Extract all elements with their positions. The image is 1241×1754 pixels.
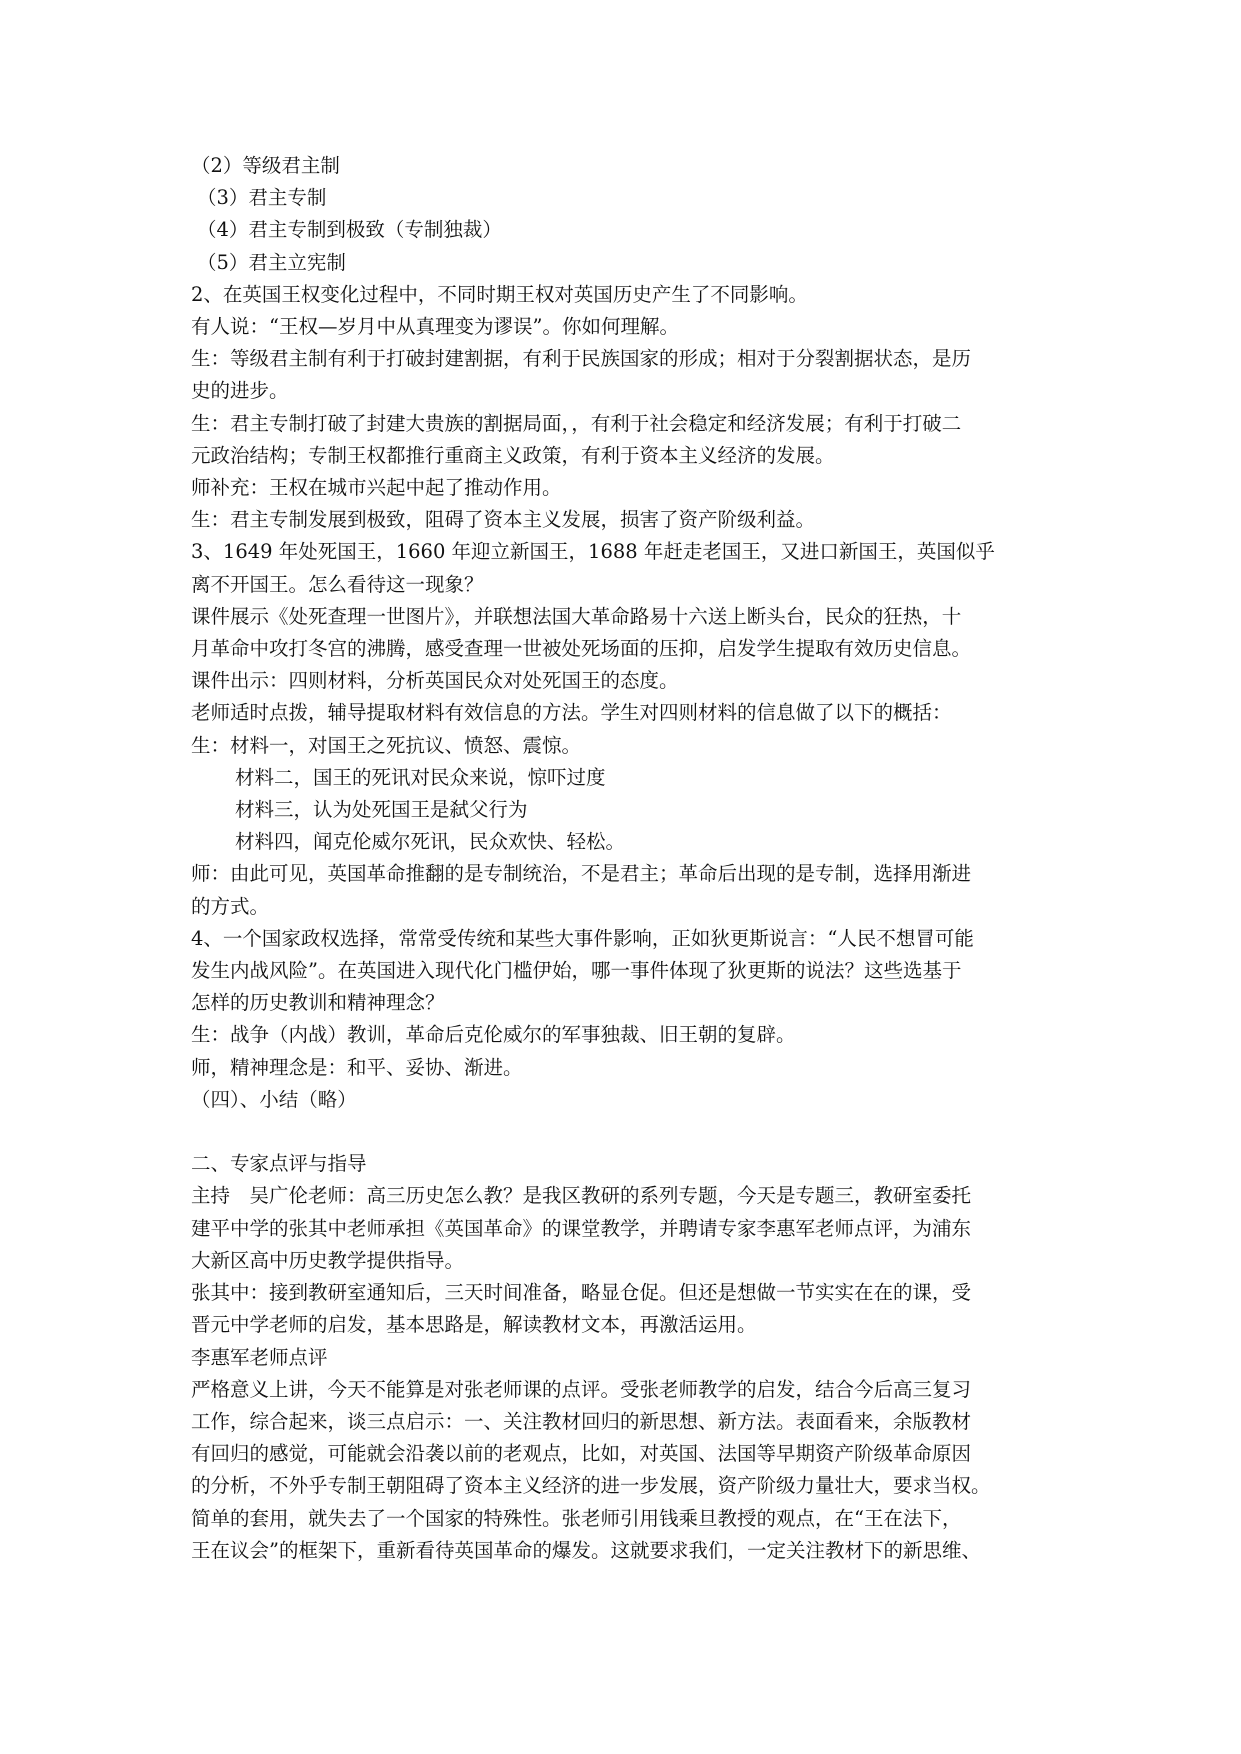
paragraph-line: 晋元中学老师的启发，基本思路是，解读教材文本，再激活运用。 <box>191 1313 757 1337</box>
summary-heading: （四）、小结（略） <box>191 1087 357 1111</box>
material-item: 材料三，认为处死国王是弑父行为 <box>235 798 528 822</box>
paragraph-line: 主持 吴广伦老师：高三历史怎么教？是我区教研的系列专题，今天是专题三，教研室委托 <box>191 1184 972 1208</box>
paragraph-line: 建平中学的张其中老师承担《英国革命》的课堂教学，并聘请专家李惠军老师点评，为浦东 <box>191 1216 972 1240</box>
paragraph-line: 生：等级君主制有利于打破封建割据，有利于民族国家的形成；相对于分裂割据状态，是历 <box>191 347 972 371</box>
material-item: 材料二，国王的死讯对民众来说，惊吓过度 <box>235 765 606 789</box>
paragraph-line: 课件展示《处死查理一世图片》，并联想法国大革命路易十六送上断头台，民众的狂热，十 <box>191 604 962 628</box>
paragraph-line: 有回归的感觉，可能就会沿袭以前的老观点，比如，对英国、法国等早期资产阶级革命原因 <box>191 1442 972 1466</box>
paragraph-line: 王在议会”的框架下，重新看待英国革命的爆发。这就要求我们，一定关注教材下的新思维、 <box>191 1538 981 1562</box>
paragraph-line: 师：由此可见，英国革命推翻的是专制统治，不是君主；革命后出现的是专制，选择用渐进 <box>191 862 972 886</box>
paragraph-line: 生：材料一，对国王之死抗议、愤怒、震惊。 <box>191 733 582 757</box>
subsection-heading: 李惠军老师点评 <box>191 1345 328 1369</box>
paragraph-line: 课件出示：四则材料，分析英国民众对处死国王的态度。 <box>191 669 679 693</box>
paragraph-line: 严格意义上讲，今天不能算是对张老师课的点评。受张老师教学的启发，结合今后高三复习 <box>191 1377 972 1401</box>
paragraph-line: 工作，综合起来，谈三点启示：一、关注教材回归的新思想、新方法。表面看来，余版教材 <box>191 1409 972 1433</box>
question-2: 2、在英国王权变化过程中，不同时期王权对英国历史产生了不同影响。 <box>191 282 808 306</box>
list-item-2: （2）等级君主制 <box>191 154 340 177</box>
document-page <box>191 150 1051 1567</box>
paragraph-line: 的方式。 <box>191 894 270 918</box>
paragraph-line: 月革命中攻打冬宫的沸腾，感受查理一世被处死场面的压抑，启发学生提取有效历史信息。 <box>191 637 972 661</box>
paragraph-line: 生：君主专制发展到极致，阻碍了资本主义发展，损害了资产阶级利益。 <box>191 508 816 532</box>
paragraph-line: 元政治结构；专制王权都推行重商主义政策，有利于资本主义经济的发展。 <box>191 443 835 467</box>
paragraph-line: 史的进步。 <box>191 379 289 403</box>
paragraph-line: 的分析，不外乎专制王朝阻碍了资本主义经济的进一步发展，资产阶级力量壮大，要求当权。 <box>191 1474 991 1498</box>
question-4: 4、一个国家政权选择，常常受传统和某些大事件影响，正如狄更斯说言：“人民不想冒可能 <box>191 926 974 950</box>
paragraph-line: 生：君主专制打破了封建大贵族的割据局面，，有利于社会稳定和经济发展；有利于打破二 <box>191 411 962 435</box>
paragraph-line: 怎样的历史教训和精神理念？ <box>191 991 445 1015</box>
blank-line <box>191 1116 1051 1148</box>
material-item: 材料四，闻克伦威尔死讯，民众欢快、轻松。 <box>235 830 626 854</box>
question-3: 3、1649 年处死国王，1660 年迎立新国王，1688 年赶走老国王，又进口新国王，英国似乎 <box>191 540 995 564</box>
paragraph-line: 张其中：接到教研室通知后，三天时间准备，略显仓促。但还是想做一节实实在在的课，受 <box>191 1281 972 1305</box>
paragraph-line: 师补充：王权在城市兴起中起了推动作用。 <box>191 476 562 500</box>
paragraph-line: 有人说：“王权—岁月中从真理变为谬误”。你如何理解。 <box>191 315 679 339</box>
list-item-3: （3）君主专制 <box>197 186 327 210</box>
paragraph-line: 大新区高中历史教学提供指导。 <box>191 1248 465 1272</box>
list-item-4: （4）君主专制到极致（专制独裁） <box>197 218 502 242</box>
paragraph-line: 发生内战风险”。在英国进入现代化门槛伊始，哪一事件体现了狄更斯的说法？这些选基于 <box>191 959 962 983</box>
list-item-5: （5）君主立宪制 <box>197 250 346 274</box>
section-heading: 二、专家点评与指导 <box>191 1152 367 1176</box>
paragraph-line: 简单的套用，就失去了一个国家的特殊性。张老师引用钱乘旦教授的观点，在“王在法下， <box>191 1506 962 1530</box>
paragraph-line: 生：战争（内战）教训，革命后克伦威尔的军事独裁、旧王朝的复辟。 <box>191 1023 796 1047</box>
paragraph-line: 老师适时点拨，辅导提取材料有效信息的方法。学生对四则材料的信息做了以下的概括： <box>191 701 952 725</box>
paragraph-line: 离不开国王。怎么看待这一现象？ <box>191 572 484 596</box>
paragraph-line: 师，精神理念是：和平、妥协、渐进。 <box>191 1055 523 1079</box>
